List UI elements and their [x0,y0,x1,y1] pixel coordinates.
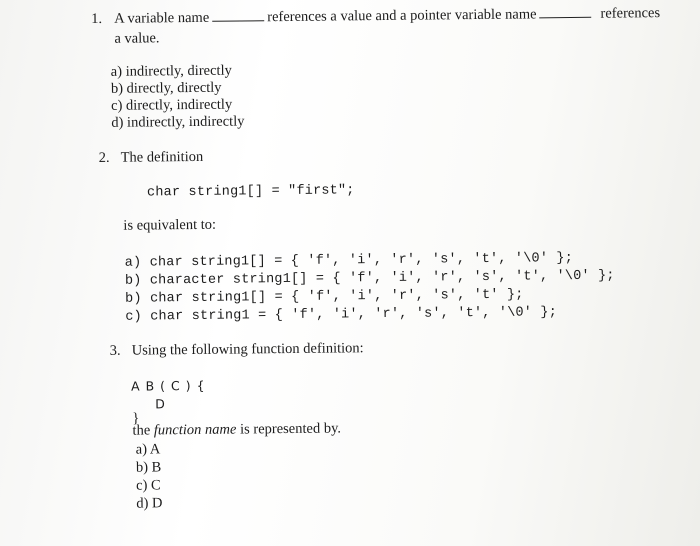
question-2-number: 2. [98,149,110,166]
question-1-option-a: a) indirectly, directly [110,62,232,80]
question-3-code-line3: } [132,410,140,427]
question-3-sentence-pre: the [132,422,154,439]
question-1-option-b: b) directly, directly [110,79,222,97]
question-2-option-a: a) char string1[] = { 'f', 'i', 'r', 's', 't', '\0' }; [124,251,574,271]
question-2-equiv: is equivalent to: [123,216,217,234]
question-3-option-a: a) A [135,441,161,458]
answer-blank-1 [212,19,264,22]
question-2-option-c: c) char string1 = { 'f', 'i', 'r', 's', 't', '\0' }; [125,305,558,325]
question-1-stem-part1: A variable name [114,9,210,27]
question-2-prompt: The definition [120,148,204,166]
question-1-stem [114,5,660,28]
question-2-option-b: b) character string1[] = { 'f', 'i', 'r', 's', 't', '\0' }; [124,268,615,289]
question-2-code: char string1[] = "first"; [146,183,355,201]
question-3-code-line1: A B ( C ) { [130,377,206,394]
question-1-number: 1. [91,10,103,28]
question-1-line2: a value. [114,30,160,47]
question-1-option-d: d) indirectly, indirectly [111,113,245,131]
question-2-option-b-alt: b) char string1[] = { 'f', 'i', 'r', 's', 't' }; [125,287,524,307]
question-3-option-c: c) C [136,477,161,494]
question-3-option-d: d) D [136,495,163,512]
question-3-option-b: b) B [135,459,162,476]
question-3-code-line2: D [155,396,166,412]
question-3-number: 3. [109,342,121,359]
question-3-sentence [132,420,341,439]
question-3-sentence-italic: function name [153,421,237,439]
answer-blank-2 [540,16,592,19]
question-1-stem-part3: references [600,5,661,22]
question-3-sentence-post: is represented by. [236,420,342,438]
question-3-prompt: Using the following function definition: [131,340,364,359]
question-1-stem-part2: references a value and a pointer variable name [267,6,537,26]
question-1-option-c: c) directly, indirectly [111,96,233,114]
